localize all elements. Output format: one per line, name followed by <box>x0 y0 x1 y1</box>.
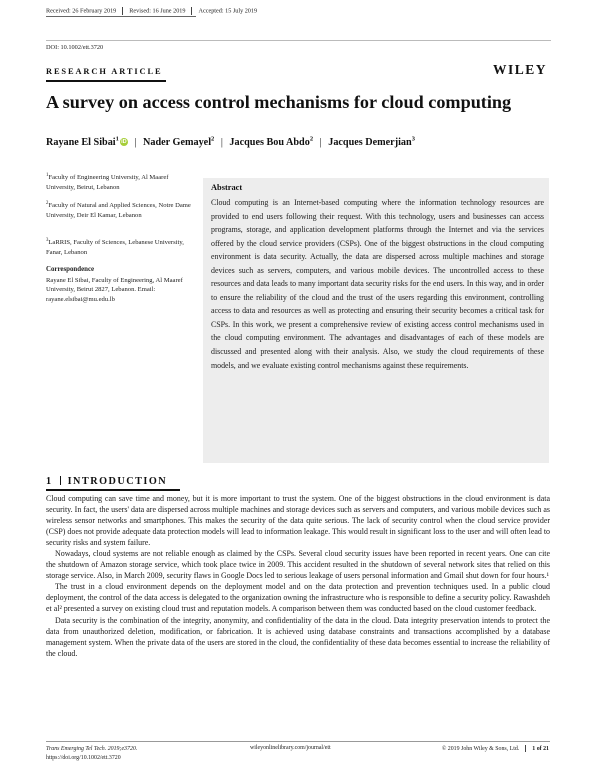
journal-link[interactable]: wileyonlinelibrary.com/journal/ett <box>250 745 331 751</box>
article-type: RESEARCH ARTICLE <box>46 67 163 76</box>
correspondence-text: Rayane El Sibai, Faculty of Engineering, Al Maaref University, Beirut 2827, Lebanon. Email: rayane.elsibai@mu.edu.lb <box>46 277 183 303</box>
page-number: 1 of 21 <box>532 745 549 752</box>
article-history <box>46 7 257 15</box>
body-paragraph: The trust in a cloud environment depends on the deployment model and on the data protection and prevention techniques used. In a public cloud deployment, the control of the data access is delegated to the organization owning the infrastructure who is responsible to define a security policy. Rawashdeh et al² presented a survey on existing cloud trust and reputation models. A comparison between them was conducted based on the cloud customer feedback. <box>46 582 550 614</box>
footer-divider <box>46 741 550 742</box>
author-separator: | <box>319 137 322 149</box>
citation: Trans Emerging Tel Tech. 2019;e3720. <box>46 746 138 752</box>
correspondence-heading: Correspondence <box>46 266 95 273</box>
author[interactable]: Jacques Demerjian$^3$ <box>328 136 415 149</box>
affiliation: $^1$Faculty of Engineering University, Al Maaref University, Beirut, Lebanon <box>46 173 169 191</box>
section-number: 1 <box>46 476 53 487</box>
footer-citation <box>46 745 137 762</box>
body-paragraph: Cloud computing can save time and money, but it is more important to trust the system. One of the biggest obstructions in the cloud environment is data security. In fact, the users' data are dispersed across multiple machines and storage devices such as servers and computers, and various mobile devices such as wireless sensor networks and smartphones. This makes the security of the data quite serious. The lack of security control when the cloud service provider (CSP) does not provide adequate data protection models will lead to information leakage. This would result in significant loss to the user and will often lead to security risks and system failure. <box>46 494 550 548</box>
doi[interactable]: DOI: 10.1002/ett.3720 <box>46 44 104 51</box>
section-rule <box>46 489 180 491</box>
author-separator: | <box>220 137 223 149</box>
author[interactable]: Nader Gemayel$^2$ <box>143 136 215 149</box>
accepted-date: Accepted: 15 July 2019 <box>198 7 258 15</box>
author[interactable]: Jacques Bou Abdo$^2$ <box>229 136 314 149</box>
body-paragraph: Nowadays, cloud systems are not reliable enough as claimed by the CSPs. Several cloud security issues have been reported in recent years. One can cite the shutdown of Amazon storage service, which took place twice in 2009. This accident resulted in the shutdown of several network sites that relied on this storage service. Also, in March 2009, security flaws in Google Docs led to serious leakage of users personal information and Gmail shut down for four hours.¹ <box>46 549 550 581</box>
paper-title: A survey on access control mechanisms for cloud computing <box>46 92 512 112</box>
doi-link[interactable]: https://doi.org/10.1002/ett.3720 <box>46 754 121 761</box>
abstract-text: Cloud computing is an Internet-based computing where the information technology resources are provided to end users following their request. With this technology, users and businesses can access programs, storage, and application development platforms through the Internet and via the services offered by the cloud service providers (CSPs). One of the biggest obstructions in the cloud computing environment is data security. Actually, the data are dispersed across multiple machines and storage devices such as servers, computers, and various mobile devices. The uncontrolled access to these resources and data leads to many important data security risks for the end users. In this way, and in order to ensure the reliability of the cloud and the trust of the users regarding this environment, controlling access to data and resources as well as protecting and ensuring their security becomes a critical task for CSPs. In this work, we present a comprehensive review of existing access control mechanisms used in the cloud computing environment. The advantages and disadvantages of each of these models are discussed and presented along with their analysis. Also, we study the cloud requirements of these models, and we evaluate existing control mechanisms against these requirements. <box>211 198 544 370</box>
publisher-logo: WILEY <box>492 62 547 77</box>
received-date: Received: 26 February 2019 <box>46 7 117 15</box>
header-divider <box>46 40 551 41</box>
footer-right <box>442 745 549 752</box>
author-list <box>46 136 415 148</box>
affiliation: $^2$Faculty of Natural and Applied Sciences, Notre Dame University, Deir El Kamar, Lebanon <box>46 201 191 219</box>
article-type-rule <box>46 80 166 82</box>
history-rule <box>46 16 196 17</box>
body-text <box>46 493 550 659</box>
abstract-heading: Abstract <box>211 183 243 192</box>
section-heading <box>46 476 167 487</box>
section-title: INTRODUCTION <box>67 476 168 487</box>
body-paragraph: Data security is the combination of the integrity, anonymity, and confidentiality of the data in the cloud. Data integrity preservation intends to protect the data from unauthorized deletion, modification, or fabrication. It is achieved using database constraints and transactions accomplished by a database management system. When the private data of the users are stored in the cloud, the confidentiality of these data becomes essential to increase the reliability of the cloud. <box>46 615 550 658</box>
author-separator: | <box>134 137 137 149</box>
copyright: © 2019 John Wiley & Sons, Ltd. <box>441 745 520 752</box>
author[interactable]: Rayane El Sibai$^1$ <box>46 136 119 149</box>
orcid-icon[interactable]: iD <box>121 139 127 146</box>
affiliation: $^3$LaRRIS, Faculty of Sciences, Lebanese University, Fanar, Lebanon <box>46 238 184 256</box>
revised-date: Revised: 16 June 2019 <box>129 7 186 15</box>
